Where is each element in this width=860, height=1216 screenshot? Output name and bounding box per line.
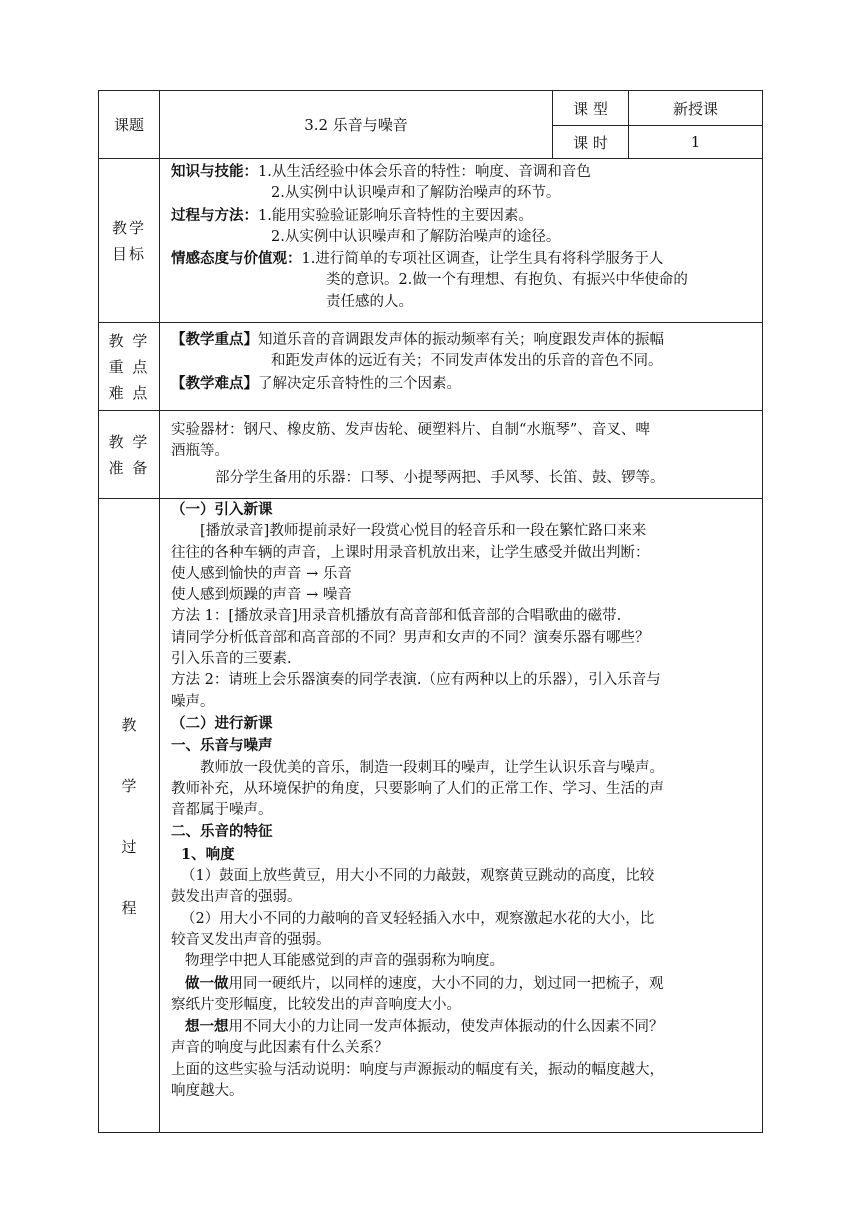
keypoints-label-line: 重 点	[108, 357, 150, 376]
text-line: 1.能用实验验证影响乐音特性的主要因素。	[258, 207, 533, 224]
do-line	[171, 973, 758, 995]
focus-line	[171, 329, 758, 351]
new-lesson-heading: （二）进行新课	[171, 714, 273, 732]
process-label-char: 学	[121, 776, 137, 795]
text-line: 使人感到烦躁的声音 → 噪音	[171, 587, 352, 604]
text-line: 使人感到愉快的声音 → 乐音	[171, 565, 352, 582]
text-line: 用不同大小的力让同一发声体振动，使发声体振动的什么因素不同？	[228, 1019, 664, 1036]
knowledge-line	[171, 161, 758, 183]
text-line: 部分学生备用的乐器：口琴、小提琴两把、手风琴、长笛、鼓、锣等。	[215, 469, 665, 486]
keypoints-label	[99, 323, 160, 411]
text-line: 较音叉发出声音的强弱。	[171, 931, 331, 948]
emotion-heading: 情感态度与价值观：	[171, 250, 302, 268]
text-line: 引入乐音的三要素.	[171, 651, 292, 668]
keypoints-label-line: 教 学	[108, 331, 150, 350]
process-label-char: 程	[121, 898, 137, 917]
music-features-heading: 二、乐音的特征	[171, 823, 273, 841]
type-value: 新授课	[629, 91, 763, 126]
objectives-label	[99, 159, 160, 323]
difficulty-line	[171, 373, 758, 395]
text-line: 响度越大。	[171, 1083, 244, 1100]
text-line: 教师放一段优美的音乐，制造一段刺耳的噪声，让学生认识乐音与噪声。	[200, 759, 664, 776]
text-line: 2.从实例中认识噪声和了解防治噪声的环节。	[271, 185, 561, 202]
hours-label: 课 时	[553, 126, 629, 159]
prep-label	[99, 411, 160, 499]
do-heading: 做一做	[185, 974, 229, 992]
objectives-label-line: 目标	[111, 244, 146, 263]
text-line: [播放录音]教师提前录好一段赏心悦目的轻音乐和一段在繁忙路口来来	[200, 523, 647, 540]
text-line: 酒瓶等。	[171, 443, 229, 460]
prep-label-line: 教 学	[108, 432, 150, 451]
objectives-content	[160, 159, 763, 323]
process-heading: 过程与方法：	[171, 206, 258, 224]
text-line: 2.从实例中认识噪声和了解防治噪声的途径。	[271, 228, 561, 245]
lesson-plan	[98, 90, 762, 1133]
text-line: 知道乐音的音调跟发声体的振动频率有关；响度跟发声体的振幅	[258, 332, 664, 348]
think-heading: 想一想	[185, 1018, 229, 1036]
prep-content	[160, 411, 763, 499]
section-heading	[171, 499, 758, 521]
music-noise-heading: 一、乐音与噪声	[171, 737, 273, 755]
text-line: （2）用大小不同的力敲响的音叉轻轻插入水中，观察激起水花的大小，比	[181, 910, 655, 927]
process-label-char: 过	[121, 837, 137, 856]
lesson-plan-table	[98, 90, 763, 1133]
text-line: 责任感的人。	[326, 293, 413, 310]
section-heading	[171, 735, 758, 757]
type-label: 课 型	[553, 91, 629, 126]
process-line	[171, 205, 758, 227]
process-label-char: 教	[121, 715, 137, 734]
text-line: 请同学分析低音部和高音部的不同？男声和女声的不同？演奏乐器有哪些？	[171, 629, 650, 646]
text-line: 实验器材：钢尺、橡皮筋、发声齿轮、硬塑料片、自制“水瓶琴”、音叉、啤	[171, 422, 650, 438]
lesson-title: 3.2 乐音与噪音	[160, 91, 553, 159]
intro-heading: （一）引入新课	[171, 501, 273, 518]
subject-label: 课题	[99, 91, 160, 159]
text-line: 教师补充，从环境保护的角度，只要影响了人们的正常工作、学习、生活的声	[171, 780, 664, 797]
process-label	[99, 499, 160, 1133]
text-line: 往往的各种车辆的声音，上课时用录音机放出来，让学生感受并做出判断：	[171, 544, 650, 561]
text-line: 鼓发出声音的强弱。	[171, 889, 302, 906]
section-heading	[171, 844, 758, 866]
text-line: 噪声。	[171, 693, 215, 710]
keypoints-label-line: 难 点	[108, 383, 150, 402]
process-content	[160, 499, 763, 1133]
prep-label-line: 准 备	[108, 458, 150, 477]
difficulty-heading: 【教学难点】	[171, 374, 258, 392]
text-line: 方法 2：请班上会乐器演奏的同学表演.（应有两种以上的乐器），引入乐音与	[171, 672, 661, 689]
keypoints-content	[160, 323, 763, 411]
text-line: 方法 1：[播放录音]用录音机播放有高音部和低音部的合唱歌曲的磁带.	[171, 608, 622, 625]
text-line: （1）鼓面上放些黄豆，用大小不同的力敲鼓，观察黄豆跳动的高度，比较	[181, 868, 655, 885]
text-line: 声音的响度与此因素有什么关系？	[171, 1040, 389, 1057]
section-heading	[171, 821, 758, 843]
text-line: 察纸片变形幅度，比较发出的声音响度大小。	[171, 996, 461, 1013]
text-line: 了解决定乐音特性的三个因素。	[258, 375, 461, 392]
section-heading	[171, 713, 758, 735]
text-line: 类的意识。2.做一个有理想、有抱负、有振兴中华使命的	[326, 272, 688, 289]
focus-heading: 【教学重点】	[171, 331, 258, 348]
text-line: 物理学中把人耳能感觉到的声音的强弱称为响度。	[185, 953, 504, 970]
hours-value: 1	[629, 126, 763, 159]
knowledge-heading: 知识与技能：	[171, 163, 258, 180]
loudness-heading: 1、响度	[181, 845, 235, 863]
text-line: 1.进行简单的专项社区调查，让学生具有将科学服务于人	[301, 251, 664, 268]
objectives-label-line: 教学	[111, 218, 146, 237]
text-line: 音都属于噪声。	[171, 802, 273, 819]
think-line	[171, 1016, 758, 1038]
text-line: 1.从生活经验中体会乐音的特性：响度、音调和音色	[258, 164, 591, 180]
text-line: 上面的这些实验与活动说明：响度与声源振动的幅度有关，振动的幅度越大，	[171, 1061, 664, 1078]
text-line: 和距发声体的远近有关；不同发声体发出的乐音的音色不同。	[271, 353, 663, 370]
emotion-line	[171, 248, 758, 270]
text-line: 用同一硬纸片，以同样的速度，大小不同的力，划过同一把梳子，观	[228, 975, 664, 992]
